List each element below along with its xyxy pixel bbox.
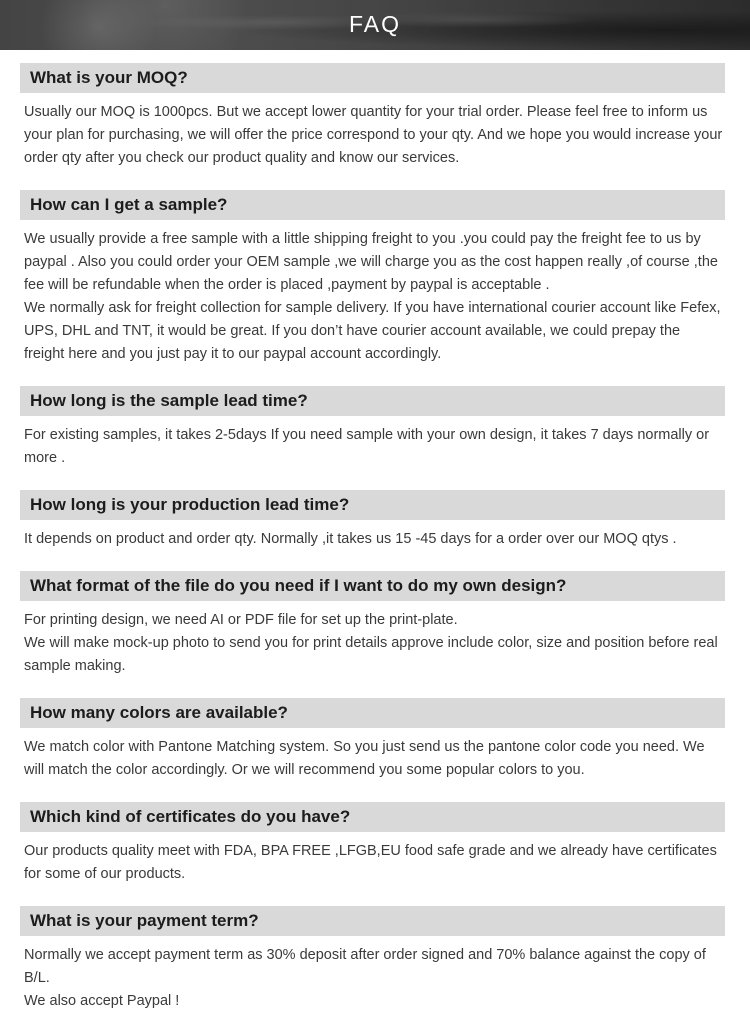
- faq-section: [20, 698, 725, 782]
- faq-section: [20, 63, 725, 170]
- faq-answer: [20, 101, 725, 170]
- faq-answer-paragraph: For existing samples, it takes 2-5days If you need sample with your own design, it takes 7 days normally or more .: [24, 427, 710, 466]
- faq-content: [0, 50, 750, 1023]
- page-title: FAQ: [348, 10, 401, 37]
- faq-answer-paragraph: For printing design, we need AI or PDF file for set up the print-plate.: [24, 612, 458, 628]
- faq-answer-paragraph: Usually our MOQ is 1000pcs. But we accept lower quantity for your trial order. Please feel free to inform us your plan for purchasing, we will offer the price correspond to your qty. And we hope you would increase your order qty after you check our product quality and know our services.: [24, 104, 723, 166]
- faq-question: What is your payment term?: [20, 906, 725, 936]
- faq-question: What format of the file do you need if I want to do my own design?: [20, 571, 725, 601]
- faq-question: Which kind of certificates do you have?: [20, 802, 725, 832]
- faq-question: What is your MOQ?: [20, 63, 725, 93]
- faq-answer-paragraph: We will make mock-up photo to send you for print details approve include color, size and position before real sample making.: [24, 635, 718, 674]
- faq-answer-paragraph: We also accept Paypal !: [24, 993, 180, 1009]
- faq-section: [20, 906, 725, 1013]
- faq-answer: [20, 840, 725, 886]
- faq-answer: [20, 528, 725, 551]
- faq-section: [20, 386, 725, 470]
- faq-answer: [20, 228, 725, 366]
- faq-answer-paragraph: We match color with Pantone Matching system. So you just send us the pantone color code you need. We will match the color accordingly. Or we will recommend you some popular colors to you.: [24, 739, 705, 778]
- faq-answer: [20, 736, 725, 782]
- faq-section: [20, 571, 725, 678]
- faq-section: [20, 490, 725, 551]
- faq-answer-paragraph: We usually provide a free sample with a little shipping freight to you .you could pay the freight fee to us by paypal . Also you could order your OEM sample ,we will charge you as the cost happen really ,of course ,the fee will be refundable when the order is placed ,payment by paypal is acceptable .: [24, 231, 718, 293]
- faq-question: How long is your production lead time?: [20, 490, 725, 520]
- faq-answer: [20, 944, 725, 1013]
- faq-answer-paragraph: Normally we accept payment term as 30% deposit after order signed and 70% balance against the copy of B/L.: [24, 947, 706, 986]
- faq-banner: [0, 0, 750, 50]
- faq-section: [20, 190, 725, 366]
- faq-answer-paragraph: It depends on product and order qty. Normally ,it takes us 15 -45 days for a order over our MOQ qtys .: [24, 531, 677, 547]
- faq-answer: [20, 609, 725, 678]
- faq-answer: [20, 424, 725, 470]
- faq-section: [20, 802, 725, 886]
- faq-answer-paragraph: We normally ask for freight collection for sample delivery. If you have international courier account like Fefex, UPS, DHL and TNT, it would be great. If you don’t have courier account available, we could prepay the freight here and you just pay it to our paypal account accordingly.: [24, 300, 721, 362]
- faq-question: How can I get a sample?: [20, 190, 725, 220]
- faq-question: How long is the sample lead time?: [20, 386, 725, 416]
- faq-question: How many colors are available?: [20, 698, 725, 728]
- faq-answer-paragraph: Our products quality meet with FDA, BPA FREE ,LFGB,EU food safe grade and we already have certificates for some of our products.: [24, 843, 717, 882]
